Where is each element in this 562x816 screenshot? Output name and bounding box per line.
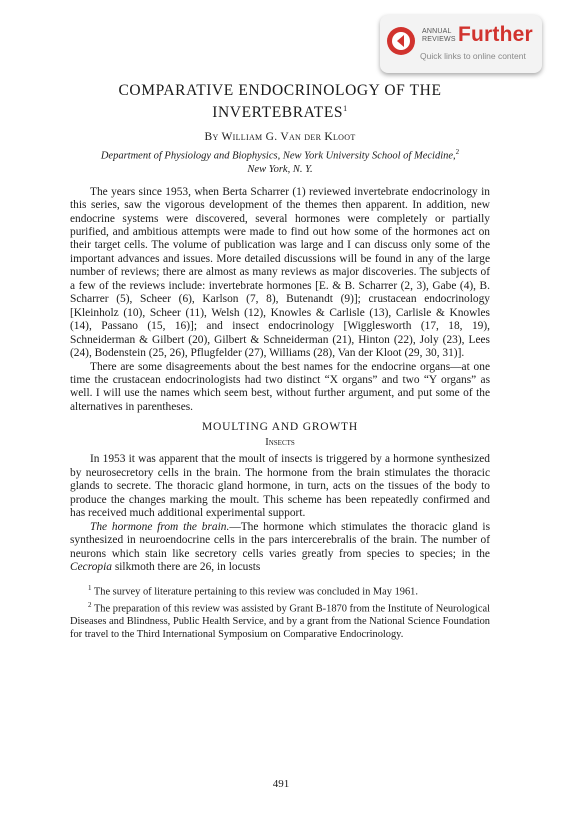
paragraph-intro: The years since 1953, when Berta Scharrer (1) reviewed invertebrate endocrinology in this series, saw the vigorous development of the themes then apparent. In addition, new endocrine systems were discovered, several hormones were completely or partially purified, and ambitious attempts were made to find out how some of the hormones act on their target cells. The volume of publication was large and I can discuss only some of the important advances and issues. More detailed discussions will be found in any of the large number of reviews; there are almost as many reviews as major discoveries. The subjects of a few of the reviews include: invertebrate hormones [E. & B. Scharrer (2, 3), Gabe (4), B. Scharrer (5), Scheer (6), Karlson (7, 8), Butenandt (9)]; crustacean endocrinology [Kleinholz (10), Scheer (11), Welsh (12), Knowles & Carlisle (13), Carlisle & Knowles (14), Passano (15, 16)]; and insect endocrinology [Wigglesworth (17, 18, 19), Schneiderman & Gilbert (20), Gilbert & Schneiderman (21), Hinton (22), Joly (23), Lees (24), Bodenstein (25, 26), Pflugfelder (27), Williams (28), Van der Kloot (29, 30, 31)].: [70, 185, 490, 360]
footnotes: [70, 582, 490, 641]
article-page: [70, 82, 490, 641]
further-subtitle: Quick links to online content: [420, 51, 526, 61]
article-body: [70, 186, 490, 575]
page-number: 491: [272, 778, 290, 790]
paragraph-names: There are some disagreements about the best names for the endocrine organs—at one time the crustacean endocrinologists had two distinct “X organs” and two “Y organs” as well. I will use the names which seem best, without further argument, and put some of the alternatives in parentheses.: [70, 360, 490, 413]
author-line: By William G. Van der Kloot: [204, 131, 356, 144]
paragraph-brain-hormone: The hormone from the brain.—The hormone which stimulates the thoracic gland is synthesized in neuroendocrine cells in the pars intercerebralis of the brain. The number of neurons which stain like secretory cells varies greatly from species to species; in the Cecropia silkmoth there are 26, in locusts: [70, 520, 490, 573]
further-label: Further: [458, 23, 533, 46]
section-heading: MOULTING AND GROWTH: [202, 421, 358, 434]
play-arrow-icon: [386, 26, 416, 56]
footnote-2: $^2$ The preparation of this review was assisted by Grant B-1870 from the Institute of Neurological Diseases and Blindness, Public Health Service, and by a grant from the National Science Foundation for travel to the Third International Symposium on Comparative Endocrinology.: [70, 601, 490, 640]
subsection-heading: Insects: [265, 437, 295, 449]
affiliation: Department of Physiology and Biophysics, New York University School of Mecidine,$^2$ New York, N. Y.: [100, 148, 460, 175]
paragraph-moult: In 1953 it was apparent that the moult of insects is triggered by a hormone synthesized by neurosecretory cells in the brain. The hormone from the brain stimulates the thoracic glands to secrete. The thoracic gland hormone, in turn, acts on the tissues of the body to produce the changes marking the moult. This scheme has been repeatedly confirmed and has received much additional experimental support.: [70, 453, 490, 520]
further-badge[interactable]: [380, 15, 542, 73]
article-title: COMPARATIVE ENDOCRINOLOGY OF THE INVERTEBRATES$^1$: [118, 82, 442, 122]
footnote-1: $^1$ The survey of literature pertaining to this review was concluded in May 1961.: [88, 584, 418, 598]
annual-reviews-logo-text: ANNUAL REVIEWS: [422, 28, 456, 43]
